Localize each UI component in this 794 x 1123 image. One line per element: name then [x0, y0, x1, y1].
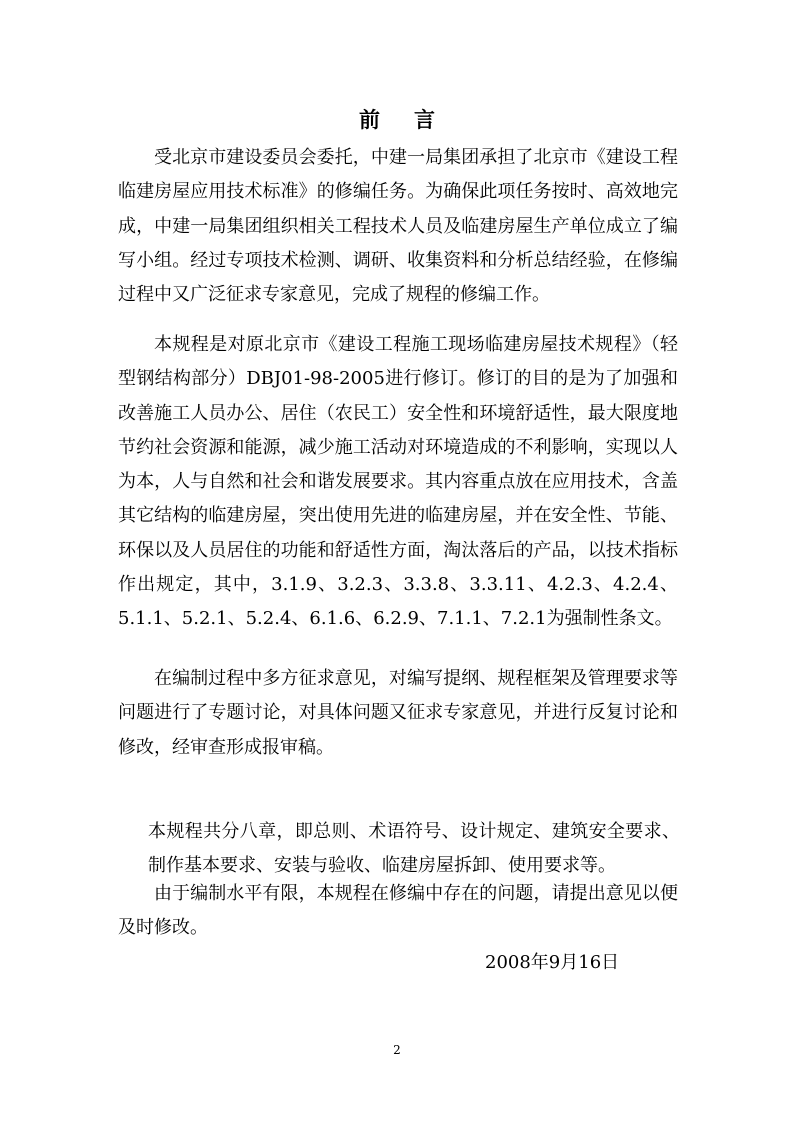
page-title: 前言: [359, 107, 469, 132]
paragraph-feedback-request: 由于编制水平有限，本规程在修编中存在的问题，请提出意见以便及时修改。: [118, 883, 678, 939]
paragraph-commission: 受北京市建设委员会委托，中建一局集团承担了北京市《建设工程临建房屋应用技术标准》的修编任务。为确保此项任务按时、高效地完成，中建一局集团组织相关工程技术人员及临建房屋生产单位成立了编写小组。经过专项技术检测、调研、收集资料和分析总结经验，在修编过程中又广泛征求专家意见，完成了规程的修编工作。: [118, 147, 678, 306]
page-number: 2: [393, 1043, 401, 1057]
paragraph-drafting-process: 在编制过程中多方征求意见，对编写提纲、规程框架及管理要求等问题进行了专题讨论，对具体问题又征求专家意见，并进行反复讨论和修改，经审查形成报审稿。: [118, 668, 678, 758]
paragraph-revision-scope: 本规程是对原北京市《建设工程施工现场临建房屋技术规程》（轻型钢结构部分）DBJ01-98-2005进行修订。修订的目的是为了加强和改善施工人员办公、居住（农民工）安全性和环境舒适性，最大限度地节约社会资源和能源，减少施工活动对环境造成的不利影响，实现以人为本，人与自然和社会和谐发展要求。其内容重点放在应用技术，含盖其它结构的临建房屋，突出使用先进的临建房屋，并在安全性、节能、环保以及人员居住的功能和舒适性方面，淘汰落后的产品，以技术指标作出规定，其中，3.1.9、3.2.3、3.3.8、3.3.11、4.2.3、4.2.4、5.1.1、5.2.1、5.2.4、6.1.6、6.2.9、7.1.1、7.2.1为强制性条文。: [118, 334, 678, 630]
paragraph-chapter-overview: 本规程共分八章，即总则、术语符号、设计规定、建筑安全要求、制作基本要求、安装与验收、临建房屋拆卸、使用要求等。: [148, 821, 680, 877]
document-date: 2008年9月16日: [485, 952, 620, 973]
